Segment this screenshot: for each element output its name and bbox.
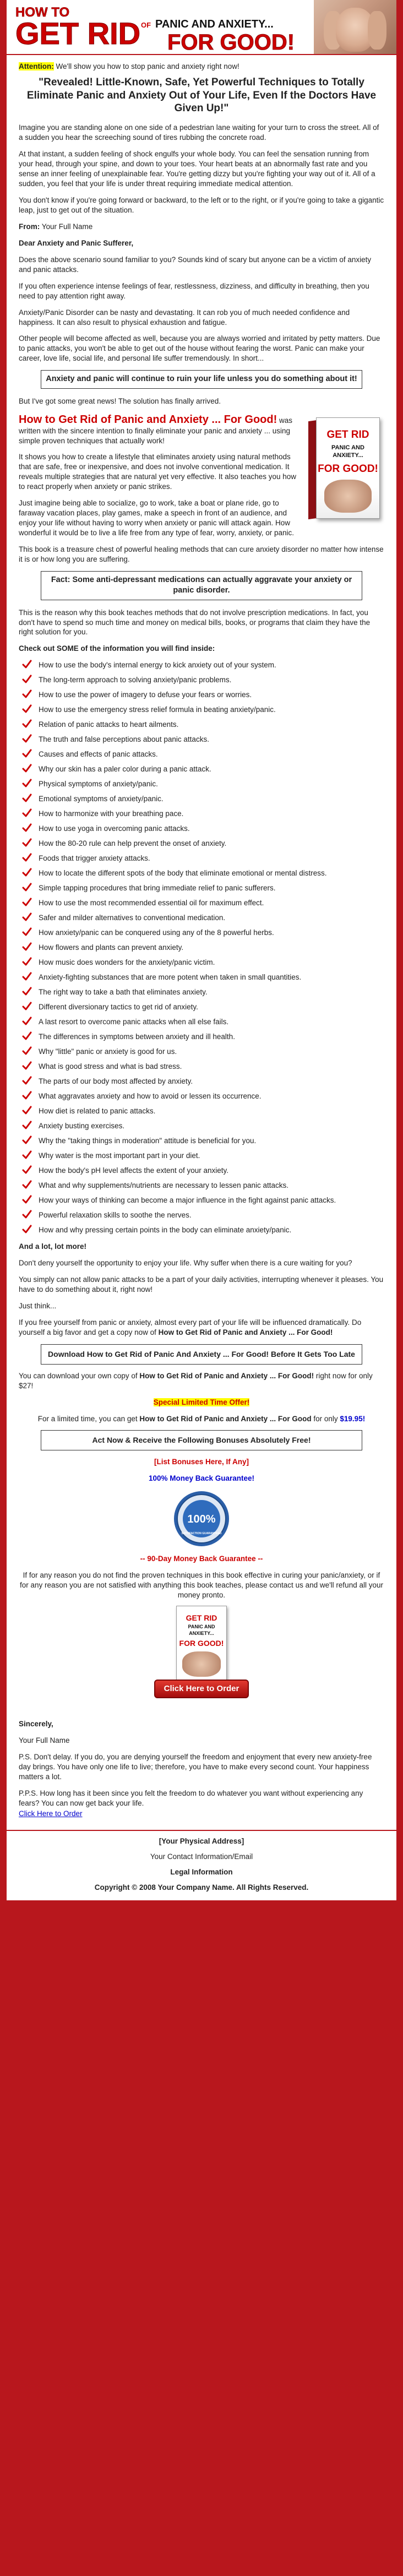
checkmark-icon xyxy=(22,779,32,789)
checklist-item xyxy=(19,1106,384,1116)
download-pre: You can download your own copy of xyxy=(19,1371,140,1380)
seal-percent: 100% xyxy=(187,1513,216,1525)
checklist-item xyxy=(19,1032,384,1042)
checkmark-icon xyxy=(22,1002,32,1012)
checklist-item-text: How to harmonize with your breathing pace. xyxy=(39,809,184,818)
checkmark-icon xyxy=(22,853,32,863)
checklist-item-text: Anxiety busting exercises. xyxy=(39,1122,125,1131)
logo xyxy=(13,2,349,53)
checklist-item-text: How diet is related to panic attacks. xyxy=(39,1107,156,1116)
header-banner xyxy=(7,0,396,55)
checklist-item xyxy=(19,1210,384,1220)
checklist-item xyxy=(19,809,384,819)
pps-paragraph: P.P.S. How long has it been since you felt the freedom to do whatever you want without experiencing any fears? You can now get back your life. xyxy=(19,1789,363,1807)
attention-line xyxy=(19,62,384,72)
checklist-item-text: The parts of our body most affected by anxiety. xyxy=(39,1077,193,1086)
checklist-item xyxy=(19,883,384,893)
checklist-item xyxy=(19,928,384,938)
download-cta-box: Download How to Get Rid of Panic And Anxiety ... For Good! Before It Gets Too Late xyxy=(41,1344,362,1365)
body2-paragraph-2: Just imagine being able to socialize, go to work, take a boat or plane ride, go to faraway vacation places, play games, make a speech in front of an audience, and enjoy your life without having to worry when anxiety or panic will attack again. How wonderful it would be to live a life free from any type of fear, worry, anxiety, or panic. xyxy=(19,499,294,537)
checklist-item-text: How your ways of thinking can become a major influence in the fight against panic attacks. xyxy=(39,1196,336,1205)
footer-address: [Your Physical Address] xyxy=(159,1837,244,1846)
checklist-item xyxy=(19,779,384,789)
checklist-item-text: Powerful relaxation skills to soothe the nerves. xyxy=(39,1211,192,1220)
footer-legal: Legal Information xyxy=(170,1868,233,1877)
logo-for-good: FOR GOOD! xyxy=(167,30,295,53)
imagine-title: How to Get Rid of Panic and Anxiety ... For Good! xyxy=(158,1328,333,1337)
checklist-item xyxy=(19,1121,384,1131)
checklist-item-text: Why water is the most important part in your diet. xyxy=(39,1151,200,1160)
checklist-item xyxy=(19,972,384,982)
checkmark-icon xyxy=(22,987,32,997)
attention-text: We'll show you how to stop panic and anxiety right now! xyxy=(53,62,239,70)
ebook-cover xyxy=(307,415,384,525)
checkmark-icon xyxy=(22,1091,32,1101)
from-name: Your Full Name xyxy=(40,222,93,231)
body2-paragraph-1: It shows you how to create a lifestyle that eliminates anxiety using natural methods that are safe, free or inexpensive, and does not involve conventional medication. It reveals multiple strategies that are natural yet very effective. It also teaches you how to react properly when anxiety or panic strikes. xyxy=(19,453,297,491)
checklist-item-text: What is good stress and what is bad stress. xyxy=(39,1062,182,1071)
body4-paragraph-1: Don't deny yourself the opportunity to enjoy your life. Why suffer when there is a cure waiting for you? xyxy=(19,1259,352,1268)
checkmark-icon xyxy=(22,675,32,684)
feature-checklist xyxy=(19,660,384,1235)
checklist-item xyxy=(19,824,384,834)
ebook-title-2: PANIC AND ANXIETY... xyxy=(331,444,364,459)
body3-paragraph: This is the reason why this book teaches methods that do not involve prescription medications. In fact, you don't have to spend so much time and money on medical bills, books, or programs that claim they have the right solution for you. xyxy=(19,608,371,637)
order-ebook-face-image xyxy=(182,1651,221,1677)
sales-letter xyxy=(7,55,396,1830)
logo-of: OF xyxy=(141,21,151,29)
checklist-item xyxy=(19,958,384,968)
body-paragraph-4: Other people will become affected as well, because you are always worried and irritated by petty matters. Due to panic attacks, you won't be able to get out of the house without fearing the worst. Panic can make your career, love life, social life, and personal life suffer tremendously. In short... xyxy=(19,334,380,363)
special-offer-label: Special Limited Time Offer! xyxy=(153,1398,250,1406)
lot-more: And a lot, lot more! xyxy=(19,1242,86,1251)
checkmark-icon xyxy=(22,838,32,848)
photo-hand-right xyxy=(368,11,386,50)
checklist-item-text: Why "little" panic or anxiety is good for us. xyxy=(39,1047,177,1056)
checklist-item-text: What aggravates anxiety and how to avoid or lessen its occurrence. xyxy=(39,1092,262,1101)
checkmark-icon xyxy=(22,1046,32,1056)
checklist-item xyxy=(19,705,384,715)
checkmark-icon xyxy=(22,1210,32,1220)
order-ebook-title-2: PANIC AND ANXIETY... xyxy=(188,1624,215,1637)
download-post: right now for only $27! xyxy=(19,1371,373,1390)
checkmark-icon xyxy=(22,1121,32,1131)
signature-name: Your Full Name xyxy=(19,1736,70,1744)
footer-contact: Your Contact Information/Email xyxy=(150,1852,253,1861)
checkmark-icon xyxy=(22,749,32,759)
checklist-item xyxy=(19,839,384,849)
checklist-item-text: The truth and false perceptions about panic attacks. xyxy=(39,735,209,744)
checkmark-icon xyxy=(22,808,32,818)
checkmark-icon xyxy=(22,957,32,967)
checklist-item-text: Why the "taking things in moderation" attitude is beneficial for you. xyxy=(39,1137,257,1145)
imagine-pre: If you free yourself from panic or anxiety, almost every part of your life will be influenced dramatically. Do yourself a big favor and get a copy now of xyxy=(19,1318,362,1337)
book-intro-block xyxy=(19,413,384,564)
intro-paragraph-2: At that instant, a sudden feeling of shock engulfs your whole body. You can feel the sensation running from your head, through your spine, and down to your toes. Your heart beats at an abnormally fast rate and you sense an inner feeling of unexplainable fear. You're getting dizzy but you're fighting your way out of it. All of a sudden, you feel that your life is under threat requiring immediate medical attention. xyxy=(19,150,375,188)
checklist-item-text: Anxiety-fighting substances that are more potent when taken in small quantities. xyxy=(39,973,302,982)
checkmark-icon xyxy=(22,972,32,982)
body2-paragraph-3: This book is a treasure chest of powerful healing methods that can cure anxiety disorder no matter how intense it is or how long you are suffering. xyxy=(19,545,384,564)
logo-panic: PANIC AND ANXIETY... xyxy=(155,18,274,30)
attention-label: Attention: xyxy=(19,62,54,70)
checklist-item xyxy=(19,675,384,685)
ebook-title-3: FOR GOOD! xyxy=(318,463,378,475)
checklist-item-text: How the body's pH level affects the extent of your anxiety. xyxy=(39,1166,229,1175)
checklist-item xyxy=(19,913,384,923)
from-label: From: xyxy=(19,222,40,231)
checklist-item-text: Simple tapping procedures that bring immediate relief to panic sufferers. xyxy=(39,884,276,893)
checklist-item xyxy=(19,720,384,730)
checkmark-icon xyxy=(22,1195,32,1205)
checkmark-icon xyxy=(22,823,32,833)
ps-paragraph: P.S. Don't delay. If you do, you are denying yourself the freedom and enjoyment that every new anxiety-free day brings. You have only one life to live; therefore, you have to make every second count. Your happiness matters a lot. xyxy=(19,1752,372,1781)
checklist-item-text: How to use the power of imagery to defuse your fears or worries. xyxy=(39,691,252,699)
checklist-item-text: Safer and milder alternatives to conventional medication. xyxy=(39,914,226,922)
order-link[interactable]: Click Here to Order xyxy=(19,1809,83,1818)
checklist-intro: Check out SOME of the information you will find inside: xyxy=(19,644,215,653)
order-graphic[interactable] xyxy=(152,1606,251,1710)
checklist-item-text: A last resort to overcome panic attacks when all else fails. xyxy=(39,1018,229,1026)
sincerely: Sincerely, xyxy=(19,1719,53,1728)
body4-paragraph-2: You simply can not allow panic attacks to be a part of your daily activities, interrupting whenever it pleases. You have to do something about it, right now! xyxy=(19,1275,384,1294)
header-photo xyxy=(314,0,396,55)
footer xyxy=(7,1830,396,1900)
checklist-item-text: Why our skin has a paler color during a panic attack. xyxy=(39,765,211,774)
checklist-item xyxy=(19,1181,384,1191)
checklist-item xyxy=(19,898,384,908)
body-paragraph-1: Does the above scenario sound familiar to you? Sounds kind of scary but anyone can be a victim of anxiety and panic attacks. xyxy=(19,255,372,274)
ebook-title-1: GET RID xyxy=(326,428,369,441)
download-paragraph xyxy=(19,1371,384,1391)
checklist-item xyxy=(19,1091,384,1101)
checkmark-icon xyxy=(22,927,32,937)
checkmark-icon xyxy=(22,1165,32,1175)
checklist-item xyxy=(19,1195,384,1205)
money-back-headline: 100% Money Back Guarantee! xyxy=(148,1474,255,1483)
checklist-item-text: Emotional symptoms of anxiety/panic. xyxy=(39,795,164,803)
salutation: Dear Anxiety and Panic Sufferer, xyxy=(19,238,134,247)
good-news: But I've got some great news! The solution has finally arrived. xyxy=(19,396,221,405)
guarantee-text: If for any reason you do not find the proven techniques in this book effective in curing your panic/anxiety, or if for any reason you are not satisfied with anything this book teaches, please contact us and we'll refund all your money pronto. xyxy=(20,1570,383,1599)
checklist-item xyxy=(19,1047,384,1057)
checklist-item-text: How to use the emergency stress relief formula in beating anxiety/panic. xyxy=(39,705,276,714)
checklist-item-text: Foods that trigger anxiety attacks. xyxy=(39,854,150,863)
seal-caption: SATISFACTION GUARANTEED xyxy=(181,1531,222,1535)
checklist-item xyxy=(19,1017,384,1027)
checklist-item xyxy=(19,735,384,744)
checkmark-icon xyxy=(22,942,32,952)
bonus-list-placeholder: [List Bonuses Here, If Any] xyxy=(154,1458,249,1466)
just-think: Just think... xyxy=(19,1302,57,1311)
intro-paragraph-1: Imagine you are standing alone on one side of a pedestrian lane waiting for your turn to cross the street. All of a sudden you hear the screeching sound of tires rubbing the concrete road. xyxy=(19,123,379,142)
checkmark-icon xyxy=(22,868,32,878)
order-ebook-cover xyxy=(176,1606,227,1682)
checklist-item-text: How music does wonders for the anxiety/panic victim. xyxy=(39,958,215,967)
checkmark-icon xyxy=(22,719,32,729)
checkmark-icon xyxy=(22,764,32,774)
checklist-item-text: How to use the body's internal energy to kick anxiety out of your system. xyxy=(39,661,276,670)
callout-box-ruin: Anxiety and panic will continue to ruin your life unless you do something about it! xyxy=(41,370,362,388)
order-ebook-title-1: GET RID xyxy=(186,1613,217,1622)
special-offer-line xyxy=(19,1398,384,1407)
checklist-item-text: How to use the most recommended essential oil for maximum effect. xyxy=(39,899,264,907)
checklist-item-text: How flowers and plants can prevent anxiety. xyxy=(39,943,184,952)
checklist-item xyxy=(19,854,384,863)
checkmark-icon xyxy=(22,734,32,744)
guarantee-seal-icon xyxy=(173,1490,230,1547)
order-ebook-title-3: FOR GOOD! xyxy=(179,1639,224,1648)
checklist-item-text: The differences in symptoms between anxiety and ill health. xyxy=(39,1032,235,1041)
ebook-front xyxy=(316,417,380,519)
checkmark-icon xyxy=(22,1031,32,1041)
checklist-item-text: How to locate the different spots of the body that eliminate emotional or mental distress. xyxy=(39,869,327,878)
from-line xyxy=(19,222,384,232)
checklist-item xyxy=(19,1136,384,1146)
checkmark-icon xyxy=(22,660,32,670)
bonus-cta-box: Act Now & Receive the Following Bonuses Absolutely Free! xyxy=(41,1430,362,1450)
body-paragraph-3: Anxiety/Panic Disorder can be nasty and devastating. It can rob you of much needed confidence and happiness. It can also result to physical exhaustion and fatigue. xyxy=(19,308,350,327)
checklist-item xyxy=(19,943,384,953)
checklist-item xyxy=(19,1002,384,1012)
ebook-face-image xyxy=(324,480,372,513)
checkmark-icon xyxy=(22,1150,32,1160)
checkmark-icon xyxy=(22,794,32,803)
download-title: How to Get Rid of Panic and Anxiety ... For Good! xyxy=(139,1371,314,1380)
order-now-button[interactable]: Click Here to Order Now! xyxy=(154,1680,249,1698)
checkmark-icon xyxy=(22,883,32,893)
intro-paragraph-3: You don't know if you're going forward or backward, to the left or to the right, or if you're going to take a gigantic leap, just to get out of the situation. xyxy=(19,195,384,214)
checklist-item xyxy=(19,1077,384,1086)
checklist-item xyxy=(19,1151,384,1161)
checkmark-icon xyxy=(22,1076,32,1086)
book-subhead: How to Get Rid of Panic and Anxiety ... For Good! xyxy=(19,413,277,426)
footer-copyright: Copyright © 2008 Your Company Name. All Rights Reserved. xyxy=(94,1883,309,1892)
body-paragraph-2: If you often experience intense feelings of fear, restlessness, dizziness, and difficulty in breathing, then you need to pay attention right away. xyxy=(19,281,369,300)
guarantee-title: -- 90-Day Money Back Guarantee -- xyxy=(140,1554,263,1563)
checkmark-icon xyxy=(22,1061,32,1071)
imagine-paragraph xyxy=(19,1318,384,1338)
checklist-item xyxy=(19,749,384,759)
checkmark-icon xyxy=(22,1180,32,1190)
logo-get-rid: GET RID xyxy=(15,16,141,51)
checklist-item-text: Relation of panic attacks to heart ailments. xyxy=(39,720,179,729)
callout-box-fact: Fact: Some anti-depressant medications can actually aggravate your anxiety or panic disorder. xyxy=(41,571,362,600)
checkmark-icon xyxy=(22,704,32,714)
checklist-item-text: What and why supplements/nutrients are necessary to lessen panic attacks. xyxy=(39,1181,288,1190)
checklist-item xyxy=(19,1166,384,1176)
checklist-item-text: Different diversionary tactics to get rid of anxiety. xyxy=(39,1003,198,1012)
offer-pre: For a limited time, you can get xyxy=(37,1414,140,1423)
offer-price: $19.95! xyxy=(340,1414,366,1423)
checklist-item-text: Physical symptoms of anxiety/panic. xyxy=(39,780,158,789)
checklist-item-text: The right way to take a bath that eliminates anxiety. xyxy=(39,988,208,997)
checklist-item-text: Causes and effects of panic attacks. xyxy=(39,750,158,759)
checklist-item xyxy=(19,690,384,700)
checklist-item xyxy=(19,1062,384,1072)
checklist-item xyxy=(19,987,384,997)
checklist-item xyxy=(19,794,384,804)
offer-mid: for only xyxy=(311,1414,340,1423)
bottom-border xyxy=(0,1900,403,1909)
offer-paragraph xyxy=(19,1414,384,1424)
checklist-item xyxy=(19,660,384,670)
checklist-item xyxy=(19,764,384,774)
logo-how-to: HOW TO xyxy=(15,5,70,20)
checklist-item-text: The long-term approach to solving anxiety/panic problems. xyxy=(39,676,232,684)
offer-title: How to Get Rid of Panic and Anxiety ... For Good xyxy=(139,1414,312,1423)
book-subhead-tail: was written with the sincere intention to finally eliminate your panic and anxiety ... using simple proven techniques that actually work! xyxy=(19,416,293,445)
checklist-item-text: How to use yoga in overcoming panic attacks. xyxy=(39,824,190,833)
checklist-item-text: How anxiety/panic can be conquered using any of the 8 powerful herbs. xyxy=(39,928,274,937)
checkmark-icon xyxy=(22,1017,32,1026)
checkmark-icon xyxy=(22,898,32,907)
checkmark-icon xyxy=(22,1225,32,1235)
checklist-item xyxy=(19,868,384,878)
checkmark-icon xyxy=(22,1106,32,1116)
checklist-item-text: How and why pressing certain points in the body can eliminate anxiety/panic. xyxy=(39,1226,292,1235)
checkmark-icon xyxy=(22,1135,32,1145)
checkmark-icon xyxy=(22,912,32,922)
main-headline: "Revealed! Little-Known, Safe, Yet Powerful Techniques to Totally Eliminate Panic and Anxiety Out of Your Life, Even If the Doctors Have Given Up!" xyxy=(26,76,377,115)
checklist-item xyxy=(19,1225,384,1235)
checklist-item-text: How the 80-20 rule can help prevent the onset of anxiety. xyxy=(39,839,227,848)
checkmark-icon xyxy=(22,689,32,699)
